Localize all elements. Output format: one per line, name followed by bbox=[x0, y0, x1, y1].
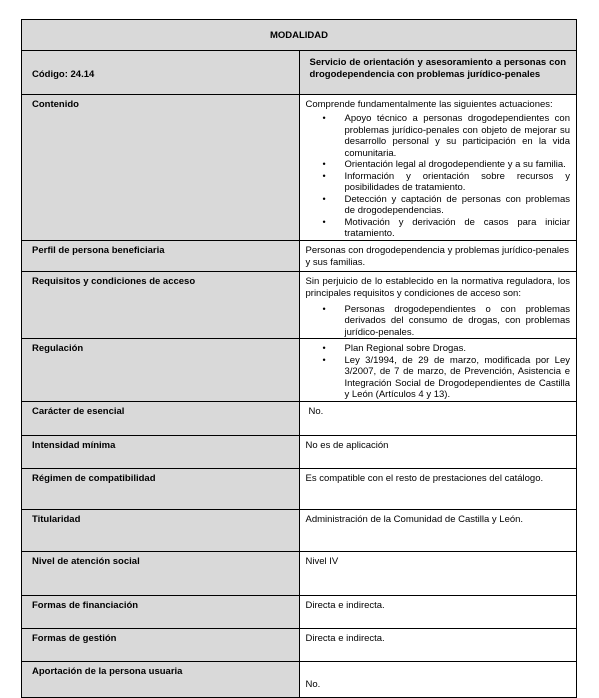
list-item: • Ley 3/1994, de 29 de marzo, modificada por Ley 3/2007, de 7 de marzo, de Prevención, Asistencia e Integración Social de Drogodependientes de Castilla y León (Artículos 4 y 13). bbox=[345, 355, 571, 401]
label-requisitos: Requisitos y condiciones de acceso bbox=[22, 271, 300, 339]
label-nivel: Nivel de atención social bbox=[22, 551, 300, 595]
row-requisitos bbox=[22, 271, 577, 339]
modalidad-table bbox=[21, 19, 577, 698]
value-nivel: Nivel IV bbox=[299, 551, 577, 595]
requisitos-intro: Sin perjuicio de lo establecido en la normativa reguladora, los principales requisitos y condiciones de acceso son: bbox=[305, 275, 570, 299]
row-nivel bbox=[22, 551, 577, 595]
service-title: Servicio de orientación y asesoramiento a personas con drogodependencia con problemas jurídico-penales bbox=[299, 51, 577, 95]
list-item: • Información y orientación sobre recursos y posibilidades de tratamiento. bbox=[345, 171, 571, 194]
row-regimen bbox=[22, 468, 577, 509]
label-titularidad: Titularidad bbox=[22, 509, 300, 551]
list-item: • Detección y captación de personas con problemas de drogodependencias. bbox=[345, 194, 571, 217]
row-titularidad bbox=[22, 509, 577, 551]
value-perfil: Personas con drogodependencia y problemas jurídico-penales y sus familias. bbox=[299, 240, 577, 271]
regulacion-list bbox=[306, 343, 571, 401]
label-perfil: Perfil de persona beneficiaria bbox=[22, 240, 300, 271]
label-intensidad: Intensidad mínima bbox=[22, 435, 300, 468]
row-intensidad bbox=[22, 435, 577, 468]
row-gestion bbox=[22, 628, 577, 661]
list-item: • Plan Regional sobre Drogas. bbox=[345, 343, 571, 355]
table-header: MODALIDAD bbox=[22, 20, 577, 51]
label-regulacion: Regulación bbox=[22, 339, 300, 402]
value-intensidad: No es de aplicación bbox=[299, 435, 577, 468]
label-aportacion: Aportación de la persona usuaria bbox=[22, 661, 300, 697]
list-item: • Orientación legal al drogodependiente y a su familia. bbox=[345, 159, 571, 171]
list-item: • Personas drogodependientes o con problemas derivados del consumo de drogas, con problemas jurídico-penales. bbox=[345, 304, 571, 339]
label-regimen: Régimen de compatibilidad bbox=[22, 468, 300, 509]
list-item: • Apoyo técnico a personas drogodependientes con problemas jurídico-penales con objeto de mejorar su desarrollo personal y su participación en la vida comunitaria. bbox=[345, 113, 571, 159]
contenido-intro: Comprende fundamentalmente las siguientes actuaciones: bbox=[305, 99, 553, 110]
row-aportacion bbox=[22, 661, 577, 697]
label-caracter: Carácter de esencial bbox=[22, 401, 300, 435]
list-item: • Motivación y derivación de casos para iniciar tratamiento. bbox=[345, 217, 571, 240]
value-contenido bbox=[299, 95, 577, 241]
label-financiacion: Formas de financiación bbox=[22, 595, 300, 628]
service-code: Código: 24.14 bbox=[22, 51, 300, 95]
row-caracter bbox=[22, 401, 577, 435]
code-row bbox=[22, 51, 577, 95]
row-regulacion bbox=[22, 339, 577, 402]
value-titularidad: Administración de la Comunidad de Castilla y León. bbox=[299, 509, 577, 551]
row-financiacion bbox=[22, 595, 577, 628]
value-gestion: Directa e indirecta. bbox=[299, 628, 577, 661]
value-aportacion: No. bbox=[299, 661, 577, 697]
value-regimen: Es compatible con el resto de prestaciones del catálogo. bbox=[299, 468, 577, 509]
label-gestion: Formas de gestión bbox=[22, 628, 300, 661]
value-regulacion bbox=[299, 339, 577, 402]
row-contenido bbox=[22, 95, 577, 241]
row-perfil bbox=[22, 240, 577, 271]
requisitos-list bbox=[306, 304, 571, 339]
value-requisitos bbox=[299, 271, 577, 339]
header-row bbox=[22, 20, 577, 51]
label-contenido: Contenido bbox=[22, 95, 300, 241]
value-financiacion: Directa e indirecta. bbox=[299, 595, 577, 628]
value-caracter: No. bbox=[299, 401, 577, 435]
contenido-list bbox=[306, 113, 571, 240]
